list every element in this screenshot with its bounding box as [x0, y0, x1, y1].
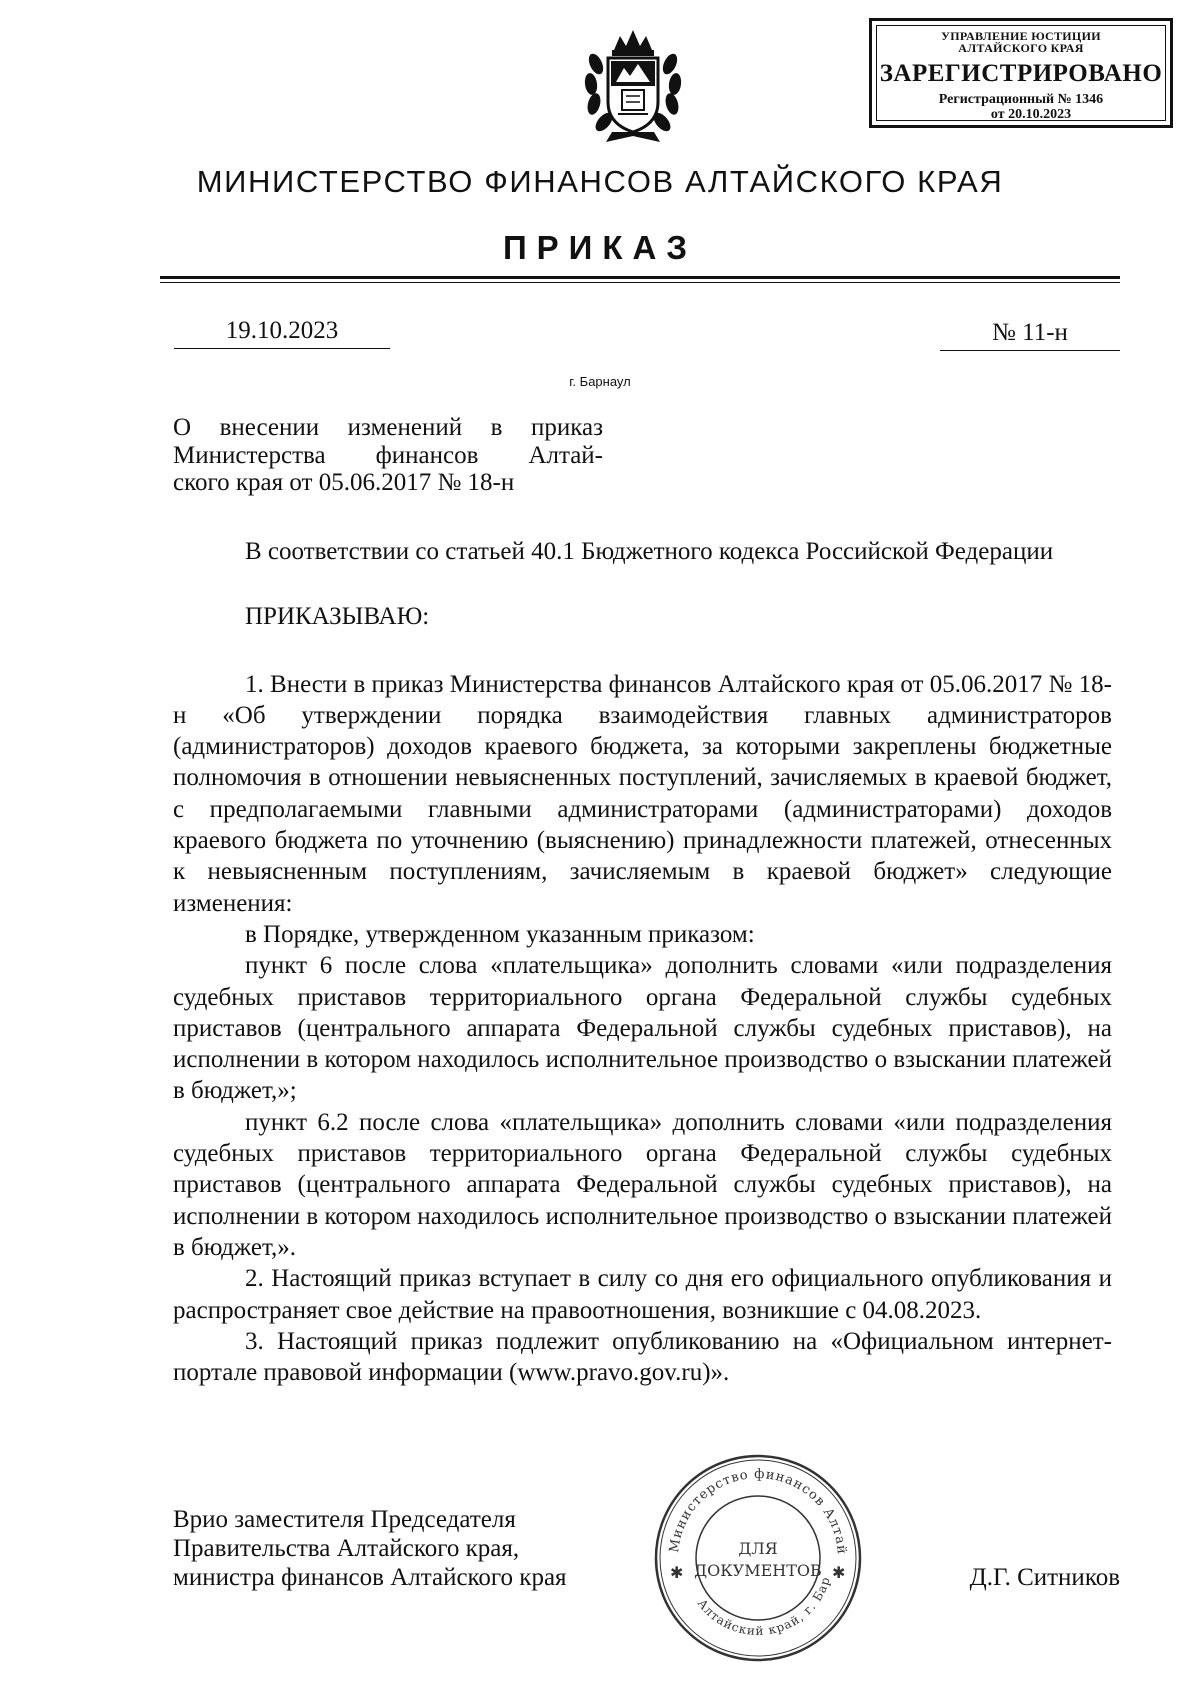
preamble-paragraph: В соответствии со статьей 40.1 Бюджетного кодекса Российской Федерации: [245, 538, 1054, 565]
order-number-underline: [940, 350, 1120, 351]
seal-ring-text: Министерство финансов Алтай: [666, 1466, 850, 1556]
registration-stamp-inner-frame: [876, 25, 1166, 121]
official-seal: [648, 1448, 868, 1668]
subject-line3: ского края от 05.06.2017 № 18-н: [173, 469, 515, 496]
svg-text:✱: ✱: [670, 1563, 684, 1582]
stamp-status: ЗАРЕГИСТРИРОВАНО: [879, 60, 1163, 87]
order-date: 19.10.2023: [225, 317, 339, 344]
item1-point6-paragraph: пункт 6 после слова «плательщика» дополнить словами «или подразделения судебных приставов территориального органа Федеральной службы судебных приставов (центрального аппарата Федеральной службы судебных приставов), на исполнении в котором находилось исполнительное производство о взыскании платежей в бюджет,»;: [173, 952, 1112, 1105]
order-date-underline: [174, 348, 390, 349]
item2-paragraph: 2. Настоящий приказ вступает в силу со дня его официального опубликования и распространяет свое действие на правоотношения, возникшие с 04.08.2023.: [173, 1265, 1112, 1324]
ministry-name: МИНИСТЕРСТВО ФИНАНСОВ АЛТАЙСКОГО КРАЯ: [196, 164, 1004, 199]
signatory-position-line3: министра финансов Алтайского края: [173, 1564, 567, 1591]
document-type-title: ПРИКАЗ: [502, 229, 698, 266]
order-number: № 11-н: [992, 319, 1068, 346]
signatory-position-line1: Врио заместителя Председателя: [173, 1506, 516, 1533]
order-subject: [173, 414, 603, 497]
signatory-name: Д.Г. Ситников: [969, 1564, 1120, 1591]
seal-center-line2: ДОКУМЕНТОВ: [694, 1561, 822, 1580]
stamp-reg-date: от 20.10.2023: [990, 107, 1072, 122]
header-divider-thin: [160, 282, 1120, 283]
item3-paragraph: 3. Настоящий приказ подлежит опубликованию на «Официальном интернет-портале правовой информации (www.pravo.gov.ru)».: [173, 1327, 1112, 1387]
item1-intro-paragraph: в Порядке, утвержденном указанным приказом:: [245, 920, 755, 948]
seal-bottom-text: Алтайский край, г. Бар: [694, 1574, 834, 1639]
order-word: ПРИКАЗЫВАЮ:: [245, 603, 430, 631]
registration-stamp: [869, 18, 1173, 128]
item1-paragraph: 1. Внести в приказ Министерства финансов Алтайского края от 05.06.2017 № 18-н «Об утверждении порядка взаимодействия главных администраторов (администраторов) доходов краевого бюджета, за которыми закреплены бюджетные полномочия в отношении невыясненных поступлений, зачисляемых в краевой бюджет, с предполагаемыми главными администраторами (администраторами) доходов краевого бюджета по уточнению (выяснению) принадлежности платежей, отнесенных к невыясненным поступлениям, зачисляемым в краевой бюджет» следующие изменения:: [173, 670, 1112, 917]
stamp-reg-number: Регистрационный № 1346: [938, 92, 1104, 107]
stamp-org-line1: УПРАВЛЕНИЕ ЮСТИЦИИ: [941, 29, 1101, 43]
subject-line1: О внесении изменений в приказ: [173, 414, 603, 441]
order-body: [173, 536, 1112, 1388]
seal-center-line1: ДЛЯ: [738, 1539, 778, 1558]
header-divider-thick: [160, 276, 1120, 279]
coat-of-arms-icon: [582, 24, 684, 148]
city: г. Барнаул: [569, 374, 631, 389]
signatory-position-line2: Правительства Алтайского края,: [173, 1535, 520, 1562]
stamp-org-line2: АЛТАЙСКОГО КРАЯ: [958, 41, 1084, 55]
item1-point62-paragraph: пункт 6.2 после слова «плательщика» дополнить словами «или подразделения судебных приставов территориального органа Федеральной службы судебных приставов (центрального аппарата Федеральной службы судебных приставов), на исполнении в котором находилось исполнительное производство о взыскании платежей в бюджет,».: [173, 1108, 1112, 1261]
signatory-position: [173, 1505, 693, 1592]
subject-line2: Министерства финансов Алтай-: [173, 441, 603, 469]
svg-text:✱: ✱: [832, 1563, 846, 1582]
